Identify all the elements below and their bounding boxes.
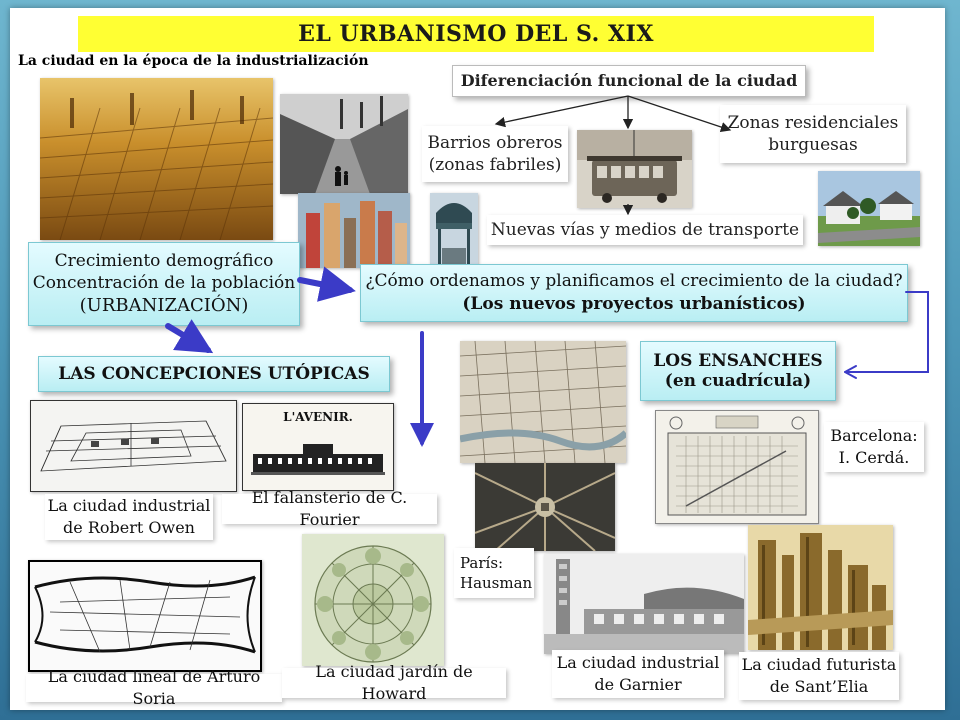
ensanches-box: [640, 341, 836, 401]
owen-caption: [45, 494, 213, 540]
diferenciacion-label: Diferenciación funcional de la ciudad: [460, 70, 798, 90]
nuevas-vias-box: [487, 215, 803, 245]
zonas-line-1: Zonas residenciales: [727, 112, 899, 133]
industrial-city-photo: [40, 78, 273, 240]
modern-city-photo: [298, 193, 410, 268]
soria-map-image: [28, 560, 262, 672]
fourier-image: [242, 403, 394, 491]
owen-plan-image: [30, 400, 237, 492]
howard-caption-text: La ciudad jardín de Howard: [315, 662, 473, 703]
garnier-image: [544, 554, 744, 654]
fourier-caption: [222, 488, 437, 529]
garnier-caption-line-2: de Garnier: [594, 675, 682, 694]
arrow-to-barrios: [496, 96, 628, 124]
barcelona-line-1: Barcelona:: [830, 426, 918, 446]
nuevas-vias-label: Nuevas vías y medios de transporte: [490, 219, 800, 240]
zonas-line-2: burguesas: [768, 135, 858, 155]
utopicas-box: [38, 356, 390, 392]
howard-diagram-image: [302, 534, 444, 666]
howard-caption: [282, 662, 506, 703]
barcelona-line-2: I. Cerdá.: [838, 448, 910, 467]
owen-caption-line-2: de Robert Owen: [63, 518, 195, 537]
soria-caption-text: La ciudad lineal de Arturo Soria: [47, 667, 261, 708]
paris-aerial-image: [475, 463, 615, 551]
barcelona-caption: [824, 422, 924, 472]
fourier-caption-text: El falansterio de C. Fourier: [251, 488, 408, 529]
pregunta-box: [360, 264, 908, 322]
arrow-to-pregunta: [300, 280, 350, 290]
garnier-caption: [552, 650, 724, 698]
bourgeois-houses-photo: [818, 171, 920, 246]
avenir-label: L'AVENIR.: [283, 410, 353, 424]
barcelona-map-image: [655, 410, 819, 524]
soria-caption: [26, 667, 282, 708]
arrow-to-utopicas: [168, 326, 208, 350]
pregunta-line-2: (Los nuevos proyectos urbanísticos): [462, 294, 806, 314]
crecimiento-line-1: Crecimiento demográfico: [54, 251, 274, 272]
tram-photo: [577, 130, 692, 208]
santelia-caption-line-1: La ciudad futurista: [741, 655, 897, 675]
page-title: EL URBANISMO DEL S. XIX: [78, 16, 874, 52]
metro-entrance-photo: [430, 193, 478, 268]
slide: [10, 8, 945, 710]
santelia-caption-line-2: de Sant’Elia: [769, 677, 869, 696]
worker-street-photo: [280, 94, 408, 194]
paris-line-1: París:: [460, 553, 504, 572]
utopicas-label: LAS CONCEPCIONES UTÓPICAS: [58, 364, 370, 384]
subtitle: La ciudad en la época de la industrialización: [18, 53, 369, 69]
garnier-caption-line-1: La ciudad industrial: [556, 653, 720, 673]
zonas-residenciales-box: [720, 105, 906, 163]
paris-line-2: Hausman: [460, 574, 533, 592]
barrios-line-2: (zonas fabriles): [428, 155, 562, 175]
owen-caption-line-1: La ciudad industrial: [47, 496, 211, 516]
barrios-obreros-box: [422, 126, 568, 182]
pregunta-line-1: ¿Cómo ordenamos y planificamos el crecimiento de la ciudad?: [365, 271, 903, 292]
ensanches-line-1: LOS ENSANCHES: [653, 351, 823, 371]
crecimiento-line-3: (URBANIZACIÓN): [79, 295, 249, 317]
paris-plan-image: [460, 341, 626, 463]
crecimiento-box: [28, 242, 300, 326]
crecimiento-line-2: Concentración de la población: [32, 273, 296, 294]
barrios-line-1: Barrios obreros: [427, 132, 563, 153]
paris-caption: [454, 548, 534, 598]
diferenciacion-box: [452, 65, 806, 97]
ensanches-line-2: (en cuadrícula): [664, 371, 812, 391]
arrow-to-zonas: [628, 96, 730, 130]
arrowhead-ensanches: [845, 366, 856, 378]
santelia-caption: [739, 652, 899, 700]
santelia-image: [748, 525, 893, 650]
